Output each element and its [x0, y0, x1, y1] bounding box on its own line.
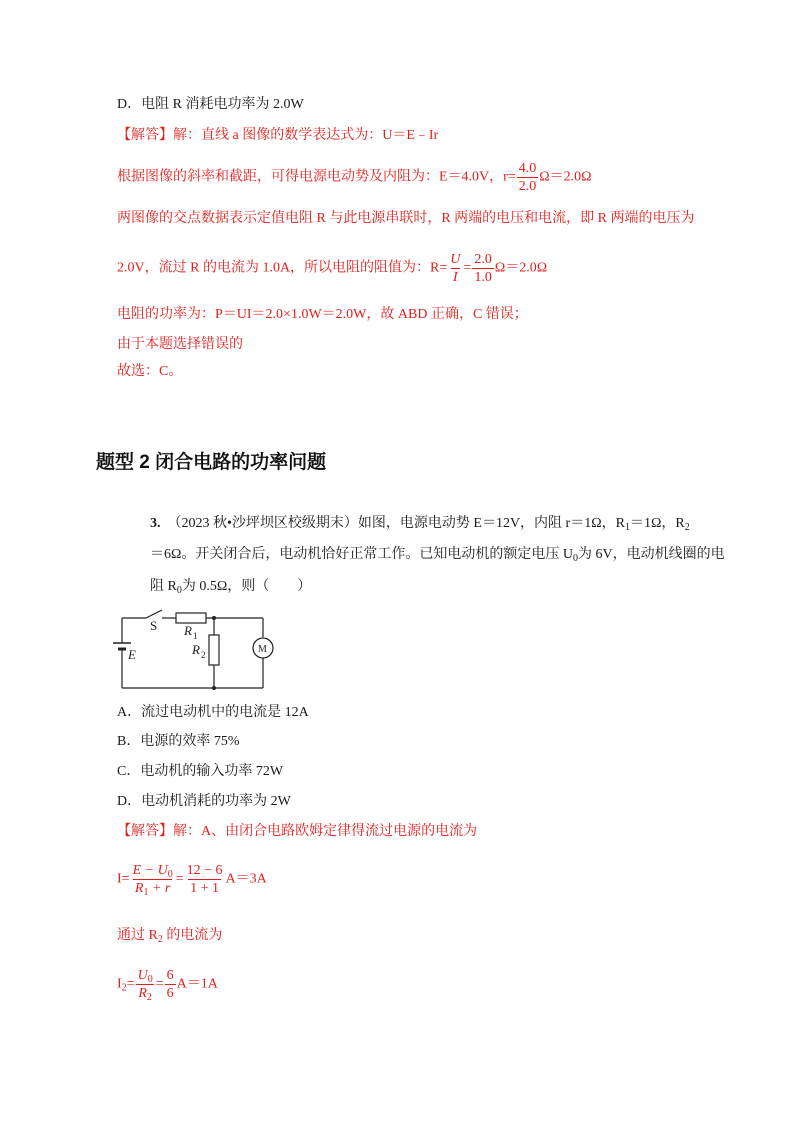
- fraction-values: $\frac{2.0}{1.0}$: [474, 252, 492, 285]
- eq2-lhs-eq: =: [126, 976, 135, 992]
- fraction-u0-r2: [136, 967, 155, 1002]
- eq2-den-sub: 2: [146, 992, 152, 1003]
- answer-line-5: 电阻的功率为：P＝UI＝2.0×1.0W＝2.0W，故 ABD 正确，C 错误；: [117, 307, 528, 322]
- eq1-num-sub: 0: [167, 869, 173, 880]
- option-a: A．流过电动机中的电流是 12A: [117, 705, 309, 720]
- resistor-r1: [176, 613, 206, 623]
- eq2-lhs-sub: 2: [121, 982, 127, 994]
- answer-line-7: 故选：C。: [117, 364, 183, 379]
- eq2-result: A＝1A: [176, 976, 218, 992]
- eq2-num: [136, 967, 155, 984]
- stem-text-3b: 为 0.5Ω，则（ ）: [181, 579, 312, 594]
- option-c: C．电动机的输入功率 72W: [117, 764, 284, 779]
- sub-1: 1: [624, 522, 630, 533]
- equals-sign: =: [463, 260, 472, 276]
- eq1-lhs: I=: [117, 871, 130, 887]
- eq1-den-r: R: [134, 881, 144, 896]
- line4-text: 2.0V，流过 R 的电流为 1.0A，所以电阻的阻值为：R=: [117, 260, 448, 276]
- option-d-prev: D．电阻 R 消耗电功率为 2.0W: [117, 97, 304, 112]
- eq1-num-e: E: [132, 863, 142, 878]
- r2-text-sub: 2: [157, 934, 163, 945]
- eq2-num-sub: 0: [147, 974, 153, 985]
- answer-line-2: [117, 160, 592, 195]
- fraction-emf: [131, 862, 175, 897]
- label-r2: R: [192, 642, 200, 657]
- eq2-equals: =: [155, 976, 164, 992]
- answer-text: 解：直线 a 图像的数学表达式为：U＝E﹣Ir: [173, 128, 439, 143]
- r2-current-text: [117, 926, 222, 946]
- sub-2: 2: [684, 522, 690, 533]
- line4-result: Ω＝2.0Ω: [494, 260, 548, 276]
- eq1-result: A＝3A: [225, 871, 267, 887]
- circuit-diagram: [110, 600, 280, 695]
- answer-line-3: 两图像的交点数据表示定值电阻 R 与此电源串联时，R 两端的电压和电流，即 R 两端的电压为: [117, 211, 695, 226]
- label-r2-sub: 2: [201, 650, 206, 660]
- question-number: 3.: [150, 516, 161, 531]
- answer-line-1: [117, 126, 438, 146]
- eq1-num: [131, 862, 175, 879]
- label-r1: R: [184, 623, 192, 638]
- stem-text-3: 阻 R: [150, 579, 177, 594]
- stem-text-2: ＝6Ω。开关闭合后，电动机恰好正常工作。已知电动机的额定电压 U: [150, 547, 574, 562]
- eq2-lhs: I: [117, 976, 122, 992]
- junction-bottom: [212, 686, 216, 690]
- eq2-num-u: U: [137, 968, 148, 983]
- junction-top: [212, 616, 216, 620]
- r2-text-a: 通过 R: [117, 928, 158, 943]
- solution-intro-text: 解：A、由闭合电路欧姆定律得流过电源的电流为: [173, 824, 478, 839]
- line2-result: Ω＝2.0Ω: [539, 169, 592, 185]
- fraction-r: $\frac{4.0}{2.0}$: [518, 161, 537, 194]
- label-r1-sub: 1: [193, 631, 198, 641]
- sub-0: 0: [573, 553, 579, 564]
- label-e: E: [128, 647, 136, 662]
- option-b: B．电源的效率 75%: [117, 734, 240, 749]
- stem-text-1b: ＝1Ω，R: [629, 516, 685, 531]
- answer-line-6: 由于本题选择错误的: [117, 337, 243, 352]
- equation-i2: [117, 967, 218, 1002]
- eq1-num-u: − U: [141, 863, 168, 878]
- section-title: 题型 2 闭合电路的功率问题: [96, 452, 327, 473]
- fraction-numbers: $\frac{12 - 6}{1 + 1}$: [186, 863, 223, 896]
- question-line-3: [150, 577, 311, 597]
- fraction-six: $\frac{6}{6}$: [166, 968, 174, 1001]
- answer-tag: 【解答】: [117, 128, 173, 143]
- eq1-den-sub: 1: [143, 887, 149, 898]
- question-line-1: [150, 514, 690, 534]
- r2-text-b: 的电流为: [162, 928, 223, 943]
- solution-tag: 【解答】: [117, 824, 173, 839]
- stem-text-1: （2023 秋•沙坪坝区校级期末）如图，电源电动势 E＝12V，内阻 r＝1Ω，R: [174, 516, 625, 531]
- eq1-den-plus-r: + r: [151, 881, 171, 896]
- resistor-r2: [209, 635, 219, 665]
- stem-text-2b: 为 6V，电动机线圈的电: [578, 547, 725, 562]
- eq1-equals: =: [175, 871, 184, 887]
- line2-text: 根据图像的斜率和截距，可得电源电动势及内阻为：E＝4.0V，r=: [117, 169, 516, 185]
- fraction-u-i: $\frac{U}{I}$: [450, 252, 461, 285]
- solution-intro: [117, 822, 477, 842]
- eq1-den: [133, 879, 172, 897]
- question-line-2: [150, 545, 725, 565]
- sub-r0: 0: [176, 585, 182, 596]
- option-d: D．电动机消耗的功率为 2W: [117, 794, 291, 809]
- eq2-den: [136, 984, 154, 1002]
- equation-i: [117, 862, 267, 897]
- answer-line-4: [117, 251, 547, 286]
- eq2-den-r: R: [138, 986, 147, 1001]
- switch-lever: [146, 610, 162, 618]
- label-switch: S: [150, 618, 158, 633]
- label-m: M: [258, 644, 267, 655]
